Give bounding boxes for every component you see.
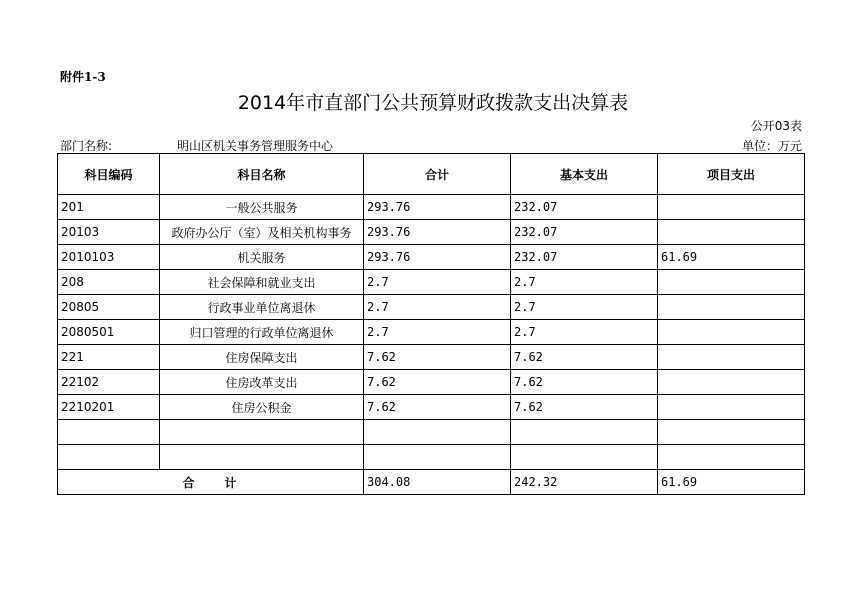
cell-name: 归口管理的行政单位离退休 [160,320,364,345]
cell-code: 2080501 [58,320,160,345]
cell-project [658,395,805,420]
cell-basic: 7.62 [511,395,658,420]
cell-basic [511,420,658,445]
table-row [58,345,805,370]
cell-project: 61.69 [658,245,805,270]
cell-name: 住房保障支出 [160,345,364,370]
cell-code [58,445,160,470]
cell-basic: 2.7 [511,270,658,295]
cell-project [658,320,805,345]
unit-label: 单位：万元 [741,139,802,153]
cell-name: 一般公共服务 [160,195,364,220]
table-row [58,445,805,470]
cell-total: 2.7 [364,320,511,345]
cell-total: 7.62 [364,370,511,395]
cell-total: 7.62 [364,345,511,370]
form-number: 公开03表 [750,119,802,133]
cell-project [658,295,805,320]
cell-project [658,445,805,470]
cell-name: 政府办公厅（室）及相关机构事务 [160,220,364,245]
cell-code: 22102 [58,370,160,395]
cell-basic: 7.62 [511,345,658,370]
cell-total: 293.76 [364,195,511,220]
cell-project [658,370,805,395]
cell-basic: 2.7 [511,320,658,345]
cell-project [658,345,805,370]
table-row [58,220,805,245]
cell-project [658,220,805,245]
cell-total: 7.62 [364,395,511,420]
cell-name: 住房改革支出 [160,370,364,395]
cell-code: 20103 [58,220,160,245]
header-project: 项目支出 [658,154,805,195]
total-total: 304.08 [364,470,511,495]
table-row [58,195,805,220]
page-title: 2014年市直部门公共预算财政拨款支出决算表 [237,92,629,114]
table-row [58,320,805,345]
cell-name [160,445,364,470]
header-code: 科目编码 [58,154,160,195]
cell-name [160,420,364,445]
table-row [58,420,805,445]
total-label: 合 计 [58,470,364,495]
cell-code: 20805 [58,295,160,320]
cell-name: 行政事业单位离退休 [160,295,364,320]
cell-code [58,420,160,445]
table-row [58,245,805,270]
header-basic: 基本支出 [511,154,658,195]
cell-code: 2210201 [58,395,160,420]
cell-code: 221 [58,345,160,370]
cell-basic: 2.7 [511,295,658,320]
header-total: 合计 [364,154,511,195]
cell-name: 住房公积金 [160,395,364,420]
total-row [58,470,805,495]
header-name: 科目名称 [160,154,364,195]
cell-name: 社会保障和就业支出 [160,270,364,295]
cell-code: 201 [58,195,160,220]
total-basic: 242.32 [511,470,658,495]
cell-basic: 232.07 [511,245,658,270]
cell-basic: 232.07 [511,220,658,245]
cell-project [658,420,805,445]
cell-total [364,420,511,445]
cell-total [364,445,511,470]
table-row [58,395,805,420]
cell-code: 208 [58,270,160,295]
table-row [58,270,805,295]
cell-total: 293.76 [364,245,511,270]
cell-name: 机关服务 [160,245,364,270]
cell-total: 293.76 [364,220,511,245]
table-row [58,295,805,320]
cell-total: 2.7 [364,295,511,320]
cell-project [658,270,805,295]
total-project: 61.69 [658,470,805,495]
cell-basic [511,445,658,470]
table-row [58,370,805,395]
attachment-label: 附件1-3 [60,70,106,84]
table-header-row [58,154,805,195]
department-label: 部门名称: [60,139,113,153]
cell-basic: 7.62 [511,370,658,395]
cell-total: 2.7 [364,270,511,295]
cell-project [658,195,805,220]
budget-table [57,153,805,495]
cell-basic: 232.07 [511,195,658,220]
department-name: 明山区机关事务管理服务中心 [177,139,334,153]
cell-code: 2010103 [58,245,160,270]
